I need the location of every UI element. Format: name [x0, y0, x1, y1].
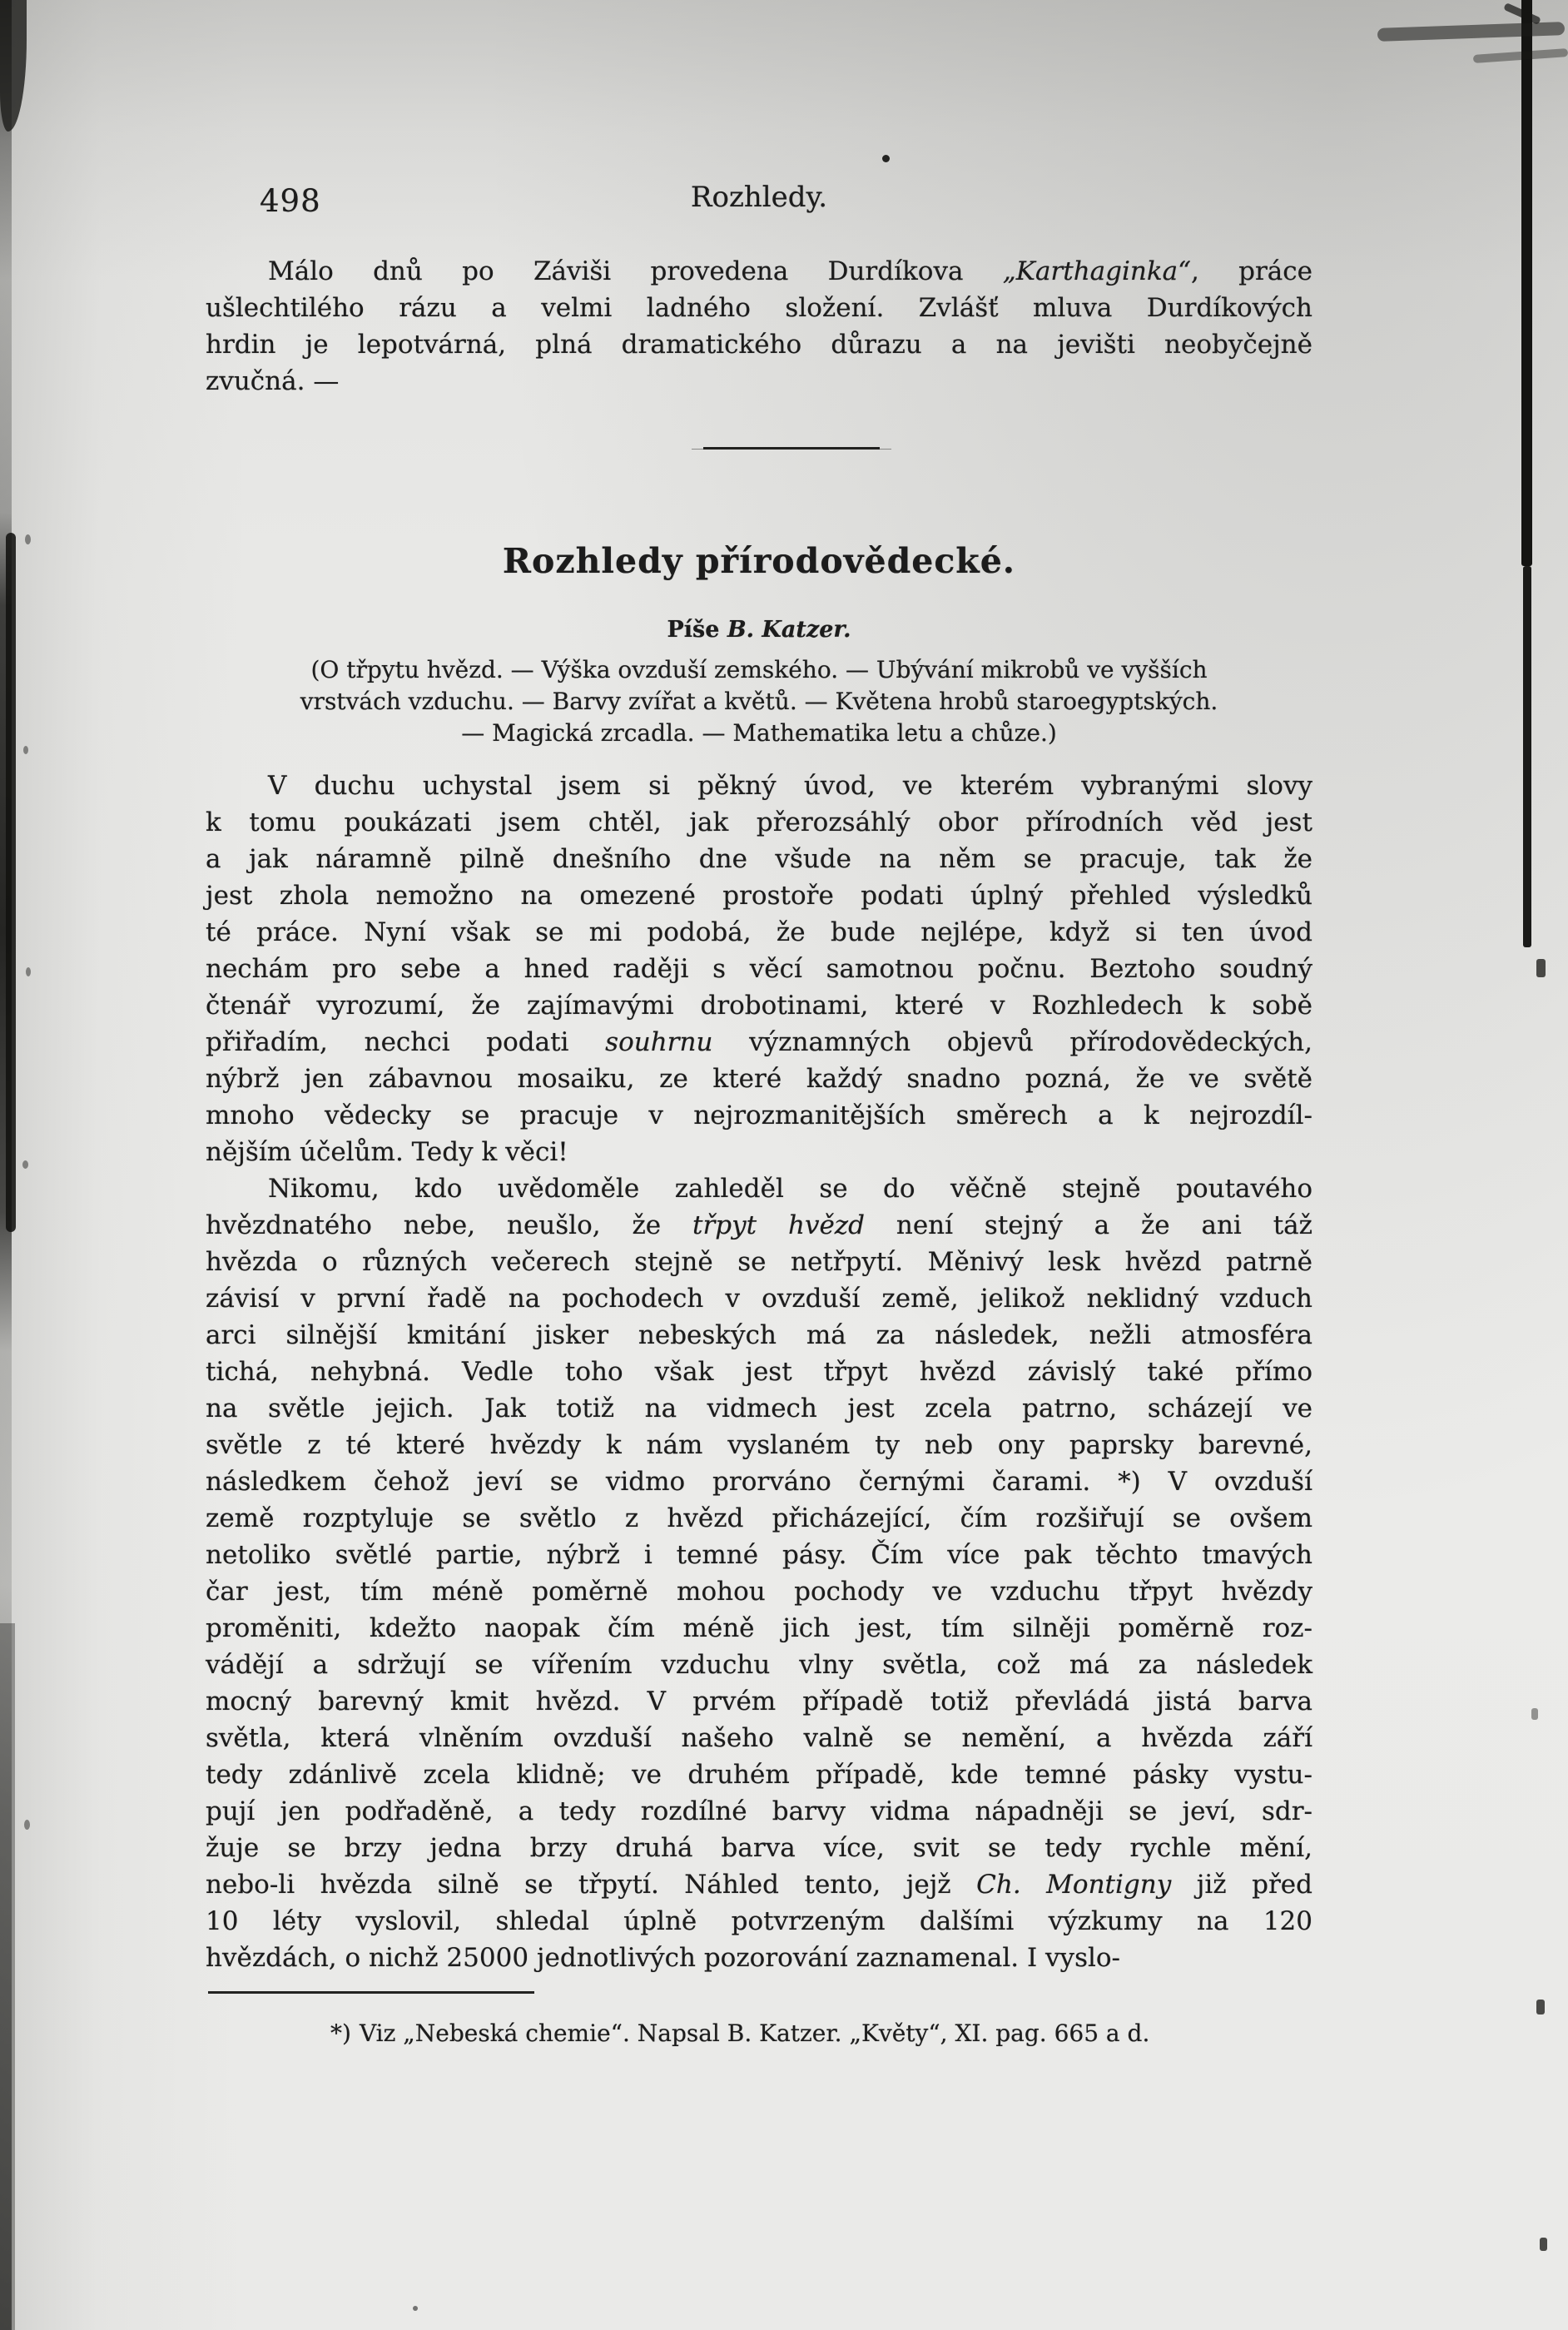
- top-right-diagonal-mark: [1503, 2, 1541, 25]
- left-gutter-blob: [0, 0, 27, 132]
- intro-paragraph: [206, 253, 1312, 400]
- section-title: Rozhledy přírodovědecké.: [502, 541, 1016, 581]
- text-segment: V duchu uchystal jsem si pěkný úvod, ve kterém vybranými slovy: [268, 771, 1312, 801]
- left-gutter-bar: [6, 533, 16, 1232]
- text-line: [206, 1573, 1312, 1610]
- text-segment: nechám pro sebe a hned raději s věcí samotnou počnu. Beztoho soudný: [206, 954, 1312, 984]
- text-line: [206, 1940, 1312, 1976]
- text-segment: již před: [1171, 1870, 1312, 1900]
- text-line: [206, 1537, 1312, 1573]
- text-segment: , práce: [1191, 256, 1312, 286]
- text-line: [206, 1354, 1312, 1390]
- text-line: [206, 1610, 1312, 1647]
- text-segment: tichá, nehybná. Vedle toho však jest třpyt hvězd závislý také přímo: [206, 1357, 1312, 1387]
- text-line: [206, 686, 1312, 718]
- right-margin-tick: [1531, 1708, 1538, 1720]
- text-segment: zvučná. —: [206, 366, 340, 396]
- scan-speck: [25, 534, 31, 544]
- text-line: [206, 987, 1312, 1024]
- section-divider-shadow: [692, 449, 891, 450]
- text-segment: významných objevů přírodovědeckých,: [712, 1027, 1312, 1057]
- text-segment: na světle jejich. Jak totiž na vidmech jest zcela patrno, scházejí ve: [206, 1394, 1312, 1423]
- text-segment: Nikomu, kdo uvědoměle zahleděl se do věčně stejně poutavého: [268, 1174, 1312, 1204]
- text-segment: Málo dnů po Záviši provedena Durdíkova: [268, 256, 1003, 286]
- ink-dot: [882, 155, 890, 162]
- text-line: [206, 1500, 1312, 1537]
- text-line: [206, 1207, 1312, 1244]
- text-line: [206, 654, 1312, 686]
- footnote: [206, 2018, 1312, 2049]
- text-segment: k tomu poukázati jsem chtěl, jak přerozsáhlý obor přírodních věd jest: [206, 807, 1312, 837]
- text-line: [206, 951, 1312, 987]
- text-segment: země rozptyluje se světlo z hvězd přicházející, čím rozšiřují se ovšem: [206, 1503, 1312, 1533]
- text-segment: pují jen podřaděně, a tedy rozdílné barvy vidma nápadněji se jeví, sdr-: [206, 1796, 1312, 1826]
- left-gutter-lower-shadow: [0, 1623, 15, 2330]
- running-header: Rozhledy.: [690, 181, 828, 214]
- text-line: [206, 363, 1312, 400]
- byline: [206, 617, 1312, 643]
- text-line: [206, 1061, 1312, 1097]
- text-line: [206, 1463, 1312, 1500]
- text-line: [206, 1244, 1312, 1280]
- text-segment: přiřadím, nechci podati: [206, 1027, 606, 1057]
- text-segment: a jak náramně pilně dnešního dne všude na něm se pracuje, tak že: [206, 844, 1312, 874]
- text-segment: mocný barevný kmit hvězd. V prvém případě totiž převládá jistá barva: [206, 1687, 1312, 1716]
- text-line: [206, 1683, 1312, 1720]
- body-paragraph-2: [206, 1170, 1312, 1976]
- text-line: [206, 1647, 1312, 1683]
- text-segment: (O třpytu hvězd. — Výška ovzduší zemského. — Ubývání mikrobů ve vyšších: [310, 656, 1208, 683]
- text-segment: následkem čehož jeví se vidmo prorváno černými čarami. *) V ovzduší: [206, 1467, 1312, 1497]
- text-line: [206, 1097, 1312, 1134]
- text-line: [206, 1720, 1312, 1756]
- right-margin-tick: [1536, 959, 1546, 977]
- scan-speck: [26, 967, 31, 976]
- italic-text-segment: třpyt hvězd: [692, 1210, 865, 1240]
- text-segment: tedy zdánlivě zcela klidně; ve druhém případě, kde temné pásky vystu-: [206, 1760, 1312, 1790]
- scan-speck: [23, 746, 28, 754]
- text-segment: hrdin je lepotvárná, plná dramatického důrazu a na jevišti neobyčejně: [206, 330, 1312, 360]
- page-number: 498: [260, 183, 321, 219]
- right-page-edge-line: [1521, 0, 1532, 566]
- left-gutter-shadow: [0, 0, 12, 2330]
- text-line: [206, 1866, 1312, 1903]
- text-segment: — Magická zrcadla. — Mathematika letu a chůze.): [461, 719, 1057, 747]
- footnote-text: Viz „Nebeská chemie“. Napsal B. Katzer. „Květy“, XI. pag. 665 a d.: [359, 2019, 1150, 2047]
- text-line: [206, 1317, 1312, 1354]
- text-line: [206, 1427, 1312, 1463]
- text-segment: ušlechtilého rázu a velmi ladného složení. Zvlášť mluva Durdíkových: [206, 293, 1312, 323]
- text-segment: nějším účelům. Tedy k věci!: [206, 1137, 568, 1167]
- section-divider-rule: [703, 447, 880, 450]
- text-segment: není stejný a že ani táž: [864, 1210, 1312, 1240]
- text-line: [206, 877, 1312, 914]
- text-line: [206, 253, 1312, 290]
- italic-text-segment: souhrnu: [605, 1027, 713, 1057]
- text-segment: proměniti, kdežto naopak čím méně jich jest, tím silněji poměrně roz-: [206, 1613, 1312, 1643]
- text-line: [206, 1024, 1312, 1061]
- scan-speck: [22, 1160, 28, 1169]
- text-segment: hvězdách, o nichž 25000 jednotlivých pozorování zaznamenal. I vyslo-: [206, 1943, 1121, 1973]
- footnote-marker: *): [330, 2019, 351, 2047]
- text-segment: vrstvách vzduchu. — Barvy zvířat a květů. — Květena hrobů staroegyptských.: [300, 688, 1218, 715]
- text-segment: netoliko světlé partie, nýbrž i temné pásy. Čím více pak těchto tmavých: [206, 1540, 1312, 1570]
- ink-dot: [413, 2306, 418, 2311]
- text-segment: světle z té které hvězdy k nám vyslaném ty neb ony paprsky barevné,: [206, 1430, 1312, 1460]
- footnote-rule: [208, 1991, 534, 1994]
- italic-text-segment: Ch. Montigny: [976, 1870, 1172, 1900]
- text-line: [206, 1793, 1312, 1830]
- right-margin-tick: [1540, 2238, 1547, 2251]
- text-segment: nebo-li hvězda silně se třpytí. Náhled tento, jejž: [206, 1870, 977, 1900]
- text-segment: arci silnější kmitání jisker nebeských má za následek, nežli atmosféra: [206, 1320, 1312, 1350]
- text-line: [206, 718, 1312, 749]
- text-segment: čtenář vyrozumí, že zajímavými drobotinami, které v Rozhledech k sobě: [206, 991, 1312, 1021]
- text-line: [206, 1830, 1312, 1866]
- text-line: [206, 326, 1312, 363]
- text-segment: mnoho vědecky se pracuje v nejrozmanitějších směrech a k nejrozdíl-: [206, 1100, 1312, 1130]
- text-line: [206, 804, 1312, 841]
- top-right-smudge: [1473, 48, 1568, 63]
- text-segment: té práce. Nyní však se mi podobá, že bude nejlépe, když si ten úvod: [206, 917, 1312, 947]
- text-segment: žuje se brzy jedna brzy druhá barva více, svit se tedy rychle mění,: [206, 1833, 1312, 1863]
- top-right-smudge: [1377, 22, 1565, 42]
- right-margin-tick: [1536, 2000, 1545, 2015]
- text-line: [206, 1280, 1312, 1317]
- text-line: [206, 1756, 1312, 1793]
- byline-prefix: Píše: [667, 617, 727, 643]
- text-segment: 10 léty vyslovil, shledal úplně potvrzeným dalšími výzkumy na 120: [206, 1906, 1312, 1936]
- abstract: [206, 654, 1312, 749]
- scan-speck: [24, 1820, 30, 1830]
- text-segment: hvězda o různých večerech stejně se netřpytí. Měnivý lesk hvězd patrně: [206, 1247, 1312, 1277]
- text-segment: hvězdnatého nebe, neušlo, že: [206, 1210, 693, 1240]
- text-line: [206, 768, 1312, 804]
- right-page-edge-line-lower: [1523, 566, 1531, 947]
- text-segment: vádějí a sdržují se vířením vzduchu vlny světla, což má za následek: [206, 1650, 1312, 1680]
- text-line: [206, 1390, 1312, 1427]
- text-line: [206, 1903, 1312, 1940]
- text-line: [206, 290, 1312, 326]
- text-line: [206, 841, 1312, 877]
- text-line: [206, 1134, 1312, 1170]
- text-segment: závisí v první řadě na pochodech v ovzduší země, jelikož neklidný vzduch: [206, 1284, 1312, 1314]
- body-paragraph-1: [206, 768, 1312, 1170]
- text-segment: světla, která vlněním ovzduší našeho valně se nemění, a hvězda září: [206, 1723, 1312, 1753]
- text-segment: jest zhola nemožno na omezené prostoře podati úplný přehled výsledků: [206, 881, 1312, 911]
- text-segment: nýbrž jen zábavnou mosaiku, ze které každý snadno pozná, že ve světě: [206, 1064, 1312, 1094]
- italic-text-segment: „Karthaginka“: [1002, 256, 1191, 286]
- text-line: [206, 914, 1312, 951]
- text-segment: čar jest, tím méně poměrně mohou pochody ve vzduchu třpyt hvězdy: [206, 1577, 1312, 1607]
- text-line: [206, 1170, 1312, 1207]
- byline-author: B. Katzer.: [727, 617, 851, 643]
